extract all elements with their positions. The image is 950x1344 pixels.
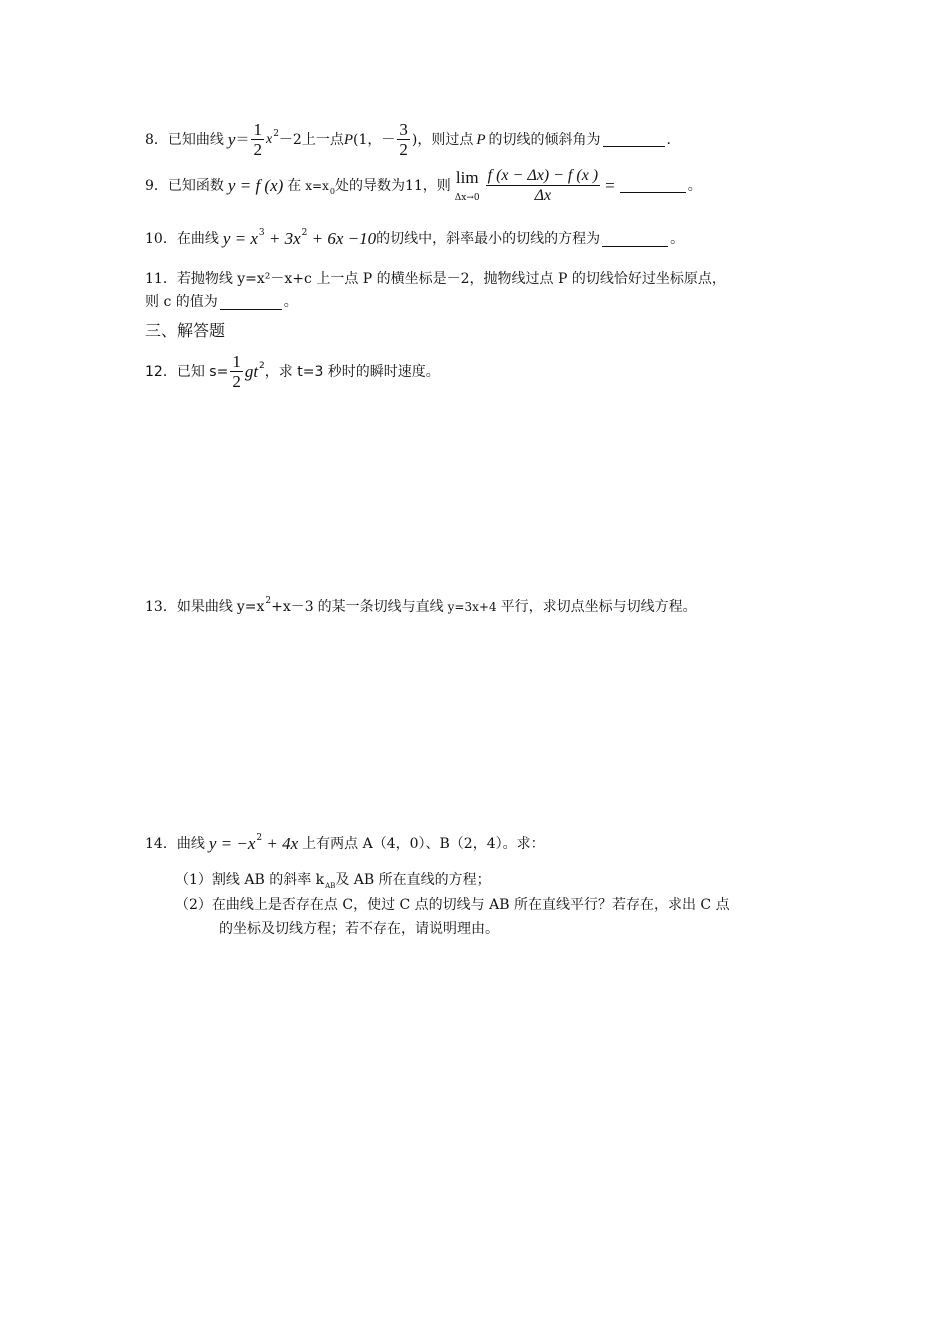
q8-text-3: 则过点 xyxy=(431,131,474,148)
q8-text-1: 已知曲线 xyxy=(167,131,224,148)
q14-number: 14． xyxy=(145,836,177,852)
q13-line-eq: y=3x+4 xyxy=(447,600,497,614)
q9-answer-blank[interactable] xyxy=(620,178,686,193)
q12-frac-num: 1 xyxy=(232,352,241,371)
q8-eq: ＝ xyxy=(235,131,250,148)
q8-end: . xyxy=(666,131,671,148)
question-14-part-2-cont xyxy=(219,919,499,939)
q12-fraction-half xyxy=(230,352,243,391)
q9-lim-word: lim xyxy=(455,167,479,187)
q9-eq: = xyxy=(605,175,615,195)
q8-frac-den: 2 xyxy=(253,140,262,159)
question-8 xyxy=(145,120,671,159)
q12-exp-2: 2 xyxy=(259,360,265,371)
q13-expr: y=x xyxy=(236,599,265,615)
q12-text-1: 已知 s= xyxy=(176,363,229,380)
q8-frac-num: 1 xyxy=(253,120,262,139)
q11-line-2-text: 则 c 的值为 xyxy=(145,294,218,310)
q9-end: 。 xyxy=(687,177,702,194)
q10-text-1: 在曲线 xyxy=(176,231,219,247)
q9-limit xyxy=(455,169,480,203)
q12-frac-den: 2 xyxy=(232,372,241,391)
q13-text-3: 平行，求切点坐标与切线方程。 xyxy=(500,599,697,615)
q12-number: 12． xyxy=(145,363,177,380)
q9-lim-under: Δx→0 xyxy=(454,192,480,203)
q9-x0: x=x xyxy=(305,178,329,193)
q8-text-4: 的切线的倾斜角为 xyxy=(488,131,601,148)
q8-coord-open: (1，－ xyxy=(353,131,396,148)
q14-part-1-subscript: AB xyxy=(325,882,336,890)
q11-answer-blank[interactable] xyxy=(220,295,282,310)
q9-function-expr: y = f (x) xyxy=(227,175,284,195)
question-14 xyxy=(145,834,545,854)
q8-frac2-num: 3 xyxy=(399,120,408,139)
q14-part-1-text-b: 及 AB 所在直线的方程； xyxy=(335,872,491,888)
question-9 xyxy=(145,166,702,205)
q10-expr-a: y = x xyxy=(222,229,258,248)
q8-minus-two: －2 xyxy=(278,131,302,148)
q9-value: 11， xyxy=(404,177,437,194)
q9-difference-quotient xyxy=(486,166,601,205)
q8-point-p-2: P xyxy=(476,131,486,148)
q9-number: 9． xyxy=(145,177,168,194)
q10-answer-blank[interactable] xyxy=(602,232,668,247)
q10-number: 10． xyxy=(145,231,177,247)
q8-point-p: P xyxy=(343,131,354,148)
q9-text-2: 在 xyxy=(287,177,302,194)
q9-text-3: 处的导数为 xyxy=(334,177,405,194)
q10-exp-2: 2 xyxy=(301,228,308,238)
q8-coord-close: )， xyxy=(411,131,432,148)
q8-x-exponent: 2 xyxy=(273,128,279,139)
q14-expr-a: y = −x xyxy=(208,834,256,853)
question-14-part-1 xyxy=(175,870,491,890)
section-3-heading: 三、解答题 xyxy=(145,321,226,340)
q12-text-2: ，求 t=3 秒时的瞬时速度。 xyxy=(264,363,440,380)
q9-frac-den: Δx xyxy=(534,187,552,204)
q11-end: 。 xyxy=(283,294,298,310)
q14-text-2: 上有两点 A（4，0）、B（2，4）。求： xyxy=(302,836,545,852)
q8-number: 8． xyxy=(145,131,168,148)
q11-line-1-text: 11．若抛物线 y=x²－x+c 上一点 P 的横坐标是－2，抛物线过点 P 的切线恰好过坐标原点， xyxy=(145,271,726,287)
q14-part-2-text-a: （2）在曲线上是否存在点 C，使过 C 点的切线与 AB 所在直线平行？若存在，求出 C 点 xyxy=(175,897,730,913)
q9-frac-num: f (x − Δx) − f (x ) xyxy=(487,167,599,184)
q14-part-1-text-a: （1）割线 AB 的斜率 k xyxy=(175,872,325,888)
q13-exp-2: 2 xyxy=(265,596,272,606)
question-11-line-1 xyxy=(145,269,726,289)
q8-answer-blank[interactable] xyxy=(603,132,665,147)
q14-expr-b: + 4x xyxy=(262,834,299,853)
q10-expr-c: + 6x −10 xyxy=(307,229,377,248)
q13-number: 13． xyxy=(145,599,177,615)
q8-fraction-half xyxy=(251,120,264,159)
q13-text-1: 如果曲线 xyxy=(176,599,233,615)
q9-text-1: 已知函数 xyxy=(167,177,224,194)
q10-end: 。 xyxy=(670,231,685,247)
q9-x0-subscript: 0 xyxy=(329,186,335,196)
q9-text-4: 则 xyxy=(436,177,451,194)
q10-exp-3: 3 xyxy=(258,228,265,238)
q8-frac2-den: 2 xyxy=(399,140,408,159)
question-13 xyxy=(145,597,697,617)
question-11-line-2 xyxy=(145,292,298,312)
q14-part-2-text-b: 的坐标及切线方程；若不存在，请说明理由。 xyxy=(219,921,499,937)
q12-gt: gt xyxy=(244,361,259,381)
q8-y: y xyxy=(227,129,236,149)
question-12 xyxy=(145,352,440,391)
q8-fraction-three-halves xyxy=(397,120,410,159)
q10-expr-b: + 3x xyxy=(264,229,301,248)
q14-exp-2: 2 xyxy=(256,833,263,843)
q8-text-2: 上一点 xyxy=(301,131,344,148)
question-10 xyxy=(145,229,684,249)
q14-text-1: 曲线 xyxy=(176,836,205,852)
q10-text-2: 的切线中，斜率最小的切线的方程为 xyxy=(376,231,601,247)
question-14-part-2 xyxy=(175,895,730,915)
q13-expr-2: +x－3 xyxy=(271,599,314,615)
q13-text-2: 的某一条切线与直线 xyxy=(317,599,444,615)
q8-x: x xyxy=(265,131,273,147)
